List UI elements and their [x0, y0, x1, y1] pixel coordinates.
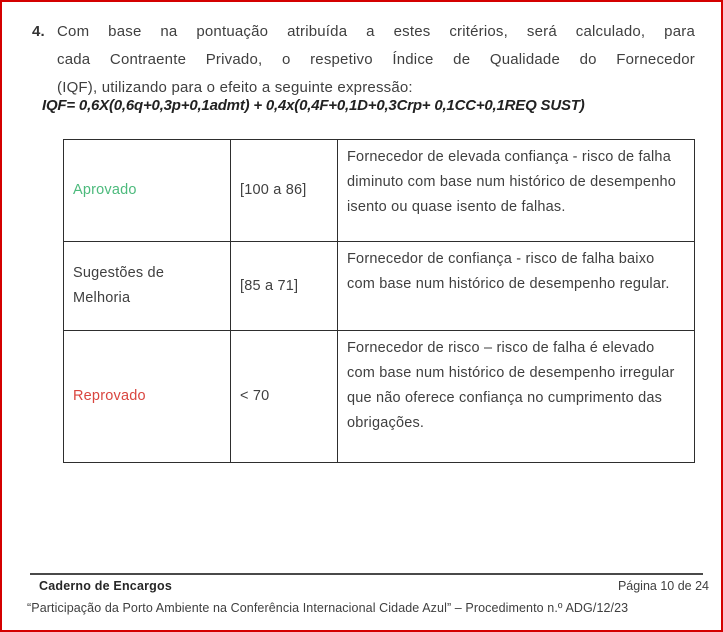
footer-page-number: Página 10 de 24	[617, 579, 709, 593]
paragraph-line-1: Com base na pontuação atribuída a estes critérios, será calculado, para	[57, 23, 695, 40]
paragraph-number: 4.	[32, 23, 45, 40]
footer-document-title: Caderno de Encargos	[39, 579, 172, 593]
footer	[39, 579, 709, 593]
classification-cell-aprovado: Aprovado	[64, 140, 231, 242]
paragraph-text	[57, 18, 695, 102]
range-cell: [100 a 86]	[231, 140, 338, 242]
table-row	[64, 331, 695, 463]
paragraph-4	[32, 18, 695, 102]
classification-cell-reprovado: Reprovado	[64, 331, 231, 463]
iqf-classification-table	[63, 139, 695, 463]
description-cell: Fornecedor de risco – risco de falha é elevado com base num histórico de desempenho irregular que não oferece confiança no cumprimento das obrigações.	[338, 331, 695, 463]
classification-cell-sugestoes: Sugestões de Melhoria	[64, 242, 231, 331]
description-cell: Fornecedor de confiança - risco de falha baixo com base num histórico de desempenho regular.	[338, 242, 695, 331]
paragraph-line-3: (IQF), utilizando para o efeito a seguinte expressão:	[57, 79, 413, 96]
footer-divider	[30, 573, 703, 575]
table-row	[64, 242, 695, 331]
range-cell: < 70	[231, 331, 338, 463]
table-row	[64, 140, 695, 242]
footer-procedure-reference: “Participação da Porto Ambiente na Conferência Internacional Cidade Azul” – Procedimento n.º ADG/12/23	[27, 601, 629, 615]
paragraph-line-2: cada Contraente Privado, o respetivo Índice de Qualidade do Fornecedor	[57, 51, 695, 68]
iqf-formula: IQF= 0,6X(0,6q+0,3p+0,1admt) + 0,4x(0,4F+0,1D+0,3Crp+ 0,1CC+0,1REQ SUST)	[42, 97, 585, 114]
range-cell: [85 a 71]	[231, 242, 338, 331]
description-cell: Fornecedor de elevada confiança - risco de falha diminuto com base num histórico de desempenho isento ou quase isento de falhas.	[338, 140, 695, 242]
